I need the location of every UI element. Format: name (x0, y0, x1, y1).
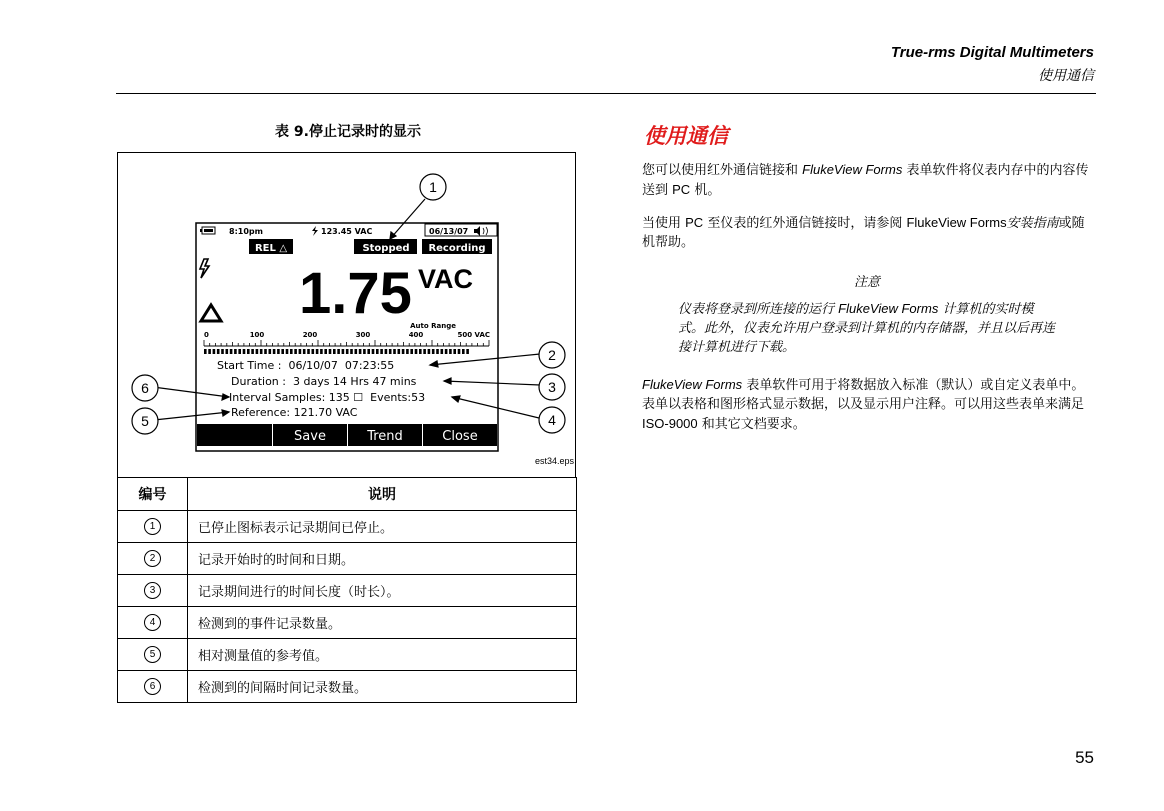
row-number: 5 (144, 646, 161, 663)
softkey-bar (197, 424, 497, 446)
note-title: 注意 (853, 275, 880, 290)
bargraph-segment (367, 349, 370, 354)
para2-text-f: 或随机帮助。 (642, 216, 1085, 250)
callout-1-num: 1 (429, 179, 437, 195)
bargraph-segment (281, 349, 284, 354)
para3-flukeview: FlukeView Forms (642, 377, 743, 392)
bargraph-segment (226, 349, 229, 354)
main-reading-unit: VAC (418, 264, 474, 294)
scale-label: 200 (302, 331, 318, 339)
bargraph-segment (466, 349, 469, 354)
figure-filename: est34.eps (534, 456, 574, 466)
rel-label: REL △ (254, 243, 288, 254)
running-header-subtitle: 使用通信 (1038, 68, 1094, 84)
bargraph-segment (251, 349, 254, 354)
scale-label: 0 (204, 331, 209, 339)
status-time: 8:10pm (229, 227, 263, 236)
para1-flukeview: FlukeView Forms (802, 162, 903, 177)
table-header-row (118, 478, 577, 511)
bargraph-segment (453, 349, 456, 354)
bargraph-segment (299, 349, 302, 354)
duration-line: Duration : 3 days 14 Hrs 47 mins (231, 375, 417, 388)
scale-label: 400 (408, 331, 424, 339)
softkey-trend-label: Trend (367, 429, 403, 444)
para1-text-e: 机。 (690, 183, 721, 198)
row-number: 1 (144, 518, 161, 535)
para3-text-b: 表单软件可用于将数据放入标准（默认）或自定义表单中。表单以表格和图形格式显示数据，以及显示用户注释。可以用这些表单来满足 (642, 378, 1085, 412)
bargraph-segment (238, 349, 241, 354)
scale-max-label: 500 VAC (457, 331, 490, 339)
bargraph-segment (273, 349, 276, 354)
bargraph-segment (410, 349, 413, 354)
table-row (118, 575, 577, 607)
interval-samples-line: Interval Samples: 135 ☐ Events:53 (229, 391, 426, 404)
para3-text-d: 和其它文档要求。 (697, 417, 806, 432)
bargraph-segment (204, 349, 207, 354)
callout-4-num: 4 (548, 412, 556, 428)
section-title: 使用通信 (644, 123, 728, 148)
bargraph-segment (294, 349, 297, 354)
bargraph-segment (208, 349, 211, 354)
description-table (117, 477, 577, 703)
meter-display-illustration (118, 153, 577, 478)
bargraph-segment (355, 349, 358, 354)
bargraph-segment (415, 349, 418, 354)
row-description: 记录开始时的时间和日期。 (188, 543, 577, 575)
para2-pc: PC (685, 215, 704, 230)
bargraph-segment (393, 349, 396, 354)
table-row (118, 639, 577, 671)
bargraph-segment (221, 349, 224, 354)
bargraph-segment (436, 349, 439, 354)
para2-text-a: 当使用 (642, 216, 686, 231)
softkey-1 (197, 424, 272, 446)
page-number: 55 (1075, 748, 1094, 767)
para1-text-a: 您可以使用红外通信链接和 (642, 163, 803, 178)
callout-2-num: 2 (548, 347, 556, 363)
table-row (118, 671, 577, 703)
bargraph-segment (406, 349, 409, 354)
paragraph-3 (642, 375, 1092, 434)
bargraph-segment (243, 349, 246, 354)
bargraph-segment (286, 349, 289, 354)
row-number: 2 (144, 550, 161, 567)
bargraph-segment (230, 349, 233, 354)
bargraph-segment (458, 349, 461, 354)
bargraph-segment (376, 349, 379, 354)
bargraph-segment (372, 349, 375, 354)
bargraph-segment (337, 349, 340, 354)
bargraph-segment (217, 349, 220, 354)
bargraph-segment (342, 349, 345, 354)
bargraph-segment (428, 349, 431, 354)
table-caption: 表 9.停止记录时的显示 (275, 124, 421, 140)
bargraph-segment (260, 349, 263, 354)
note-text-a: 仪表将登录到所连接的运行 (678, 302, 839, 317)
row-description: 检测到的间隔时间记录数量。 (188, 671, 577, 703)
scale-label: 100 (249, 331, 265, 339)
para1-pc: PC (672, 182, 691, 197)
auto-range-label: Auto Range (410, 322, 456, 330)
bargraph-segment (277, 349, 280, 354)
row-description: 相对测量值的参考值。 (188, 639, 577, 671)
callout-6-num: 6 (141, 380, 149, 396)
para2-install-guide: 安装指南 (1006, 216, 1059, 231)
table-row (118, 543, 577, 575)
callout-3-num: 3 (548, 379, 556, 395)
bargraph-segment (234, 349, 237, 354)
row-description: 检测到的事件记录数量。 (188, 607, 577, 639)
bargraph-segment (269, 349, 272, 354)
callout-5-num: 5 (141, 413, 149, 429)
bargraph-segment (333, 349, 336, 354)
status-date: 06/13/07 (429, 227, 469, 236)
bargraph-segment (247, 349, 250, 354)
note-flukeview: FlukeView Forms (838, 301, 939, 316)
main-reading-value: 1.75 (299, 261, 412, 326)
bargraph-segment (462, 349, 465, 354)
para1-text-c: 表单软件将仪表内存中的内容传送到 (642, 163, 1089, 198)
col-header-num: 编号 (118, 478, 188, 511)
start-time-line: Start Time : 06/10/07 07:23:55 (217, 359, 395, 372)
bargraph-segment (432, 349, 435, 354)
bargraph-segment (441, 349, 444, 354)
bargraph-segment (316, 349, 319, 354)
stopped-label: Stopped (362, 243, 410, 254)
bargraph-segment (419, 349, 422, 354)
bargraph-segment (445, 349, 448, 354)
bargraph-segment (290, 349, 293, 354)
paragraph-2 (642, 213, 1092, 252)
bargraph-segment (402, 349, 405, 354)
note-text (678, 299, 1058, 357)
para3-iso: ISO-9000 (642, 416, 698, 431)
meter-figure (117, 152, 576, 477)
bargraph-segment (389, 349, 392, 354)
bargraph-segment (256, 349, 259, 354)
note-text-c: 计算机的实时模式。此外，仪表允许用户登录到计算机的内存储器，并且以后再连接计算机进行下载。 (678, 302, 1056, 355)
row-number: 4 (144, 614, 161, 631)
bargraph-segment (359, 349, 362, 354)
bargraph-segment (307, 349, 310, 354)
para2-flukeview: FlukeView Forms (906, 215, 1007, 230)
row-description: 记录期间进行的时间长度（时长）。 (188, 575, 577, 607)
row-description: 已停止图标表示记录期间已停止。 (188, 511, 577, 543)
col-header-desc: 说明 (188, 478, 577, 511)
bargraph-segment (350, 349, 353, 354)
bargraph-segment (320, 349, 323, 354)
bargraph-segment (363, 349, 366, 354)
row-number: 6 (144, 678, 161, 695)
recording-label: Recording (428, 243, 486, 254)
header-rule (116, 93, 1096, 94)
bargraph-segment (398, 349, 401, 354)
softkey-save-label: Save (294, 429, 326, 444)
table-row (118, 607, 577, 639)
bargraph-segment (329, 349, 332, 354)
reference-line: Reference: 121.70 VAC (231, 406, 358, 419)
bargraph-segment (385, 349, 388, 354)
softkey-close-label: Close (442, 429, 478, 444)
bargraph-segment (213, 349, 216, 354)
bargraph-segment (380, 349, 383, 354)
bargraph-segment (324, 349, 327, 354)
bargraph-segment (346, 349, 349, 354)
bargraph-segment (423, 349, 426, 354)
scale-label: 300 (355, 331, 371, 339)
status-voltage: 123.45 VAC (321, 227, 373, 236)
bargraph-segment (303, 349, 306, 354)
bargraph-segment (264, 349, 267, 354)
table-row (118, 511, 577, 543)
bargraph-segment (312, 349, 315, 354)
para2-text-c: 至仪表的红外通信链接时，请参阅 (703, 216, 907, 231)
paragraph-1 (642, 160, 1092, 200)
running-header-title: True-rms Digital Multimeters (890, 44, 1094, 61)
row-number: 3 (144, 582, 161, 599)
bargraph-segment (449, 349, 452, 354)
